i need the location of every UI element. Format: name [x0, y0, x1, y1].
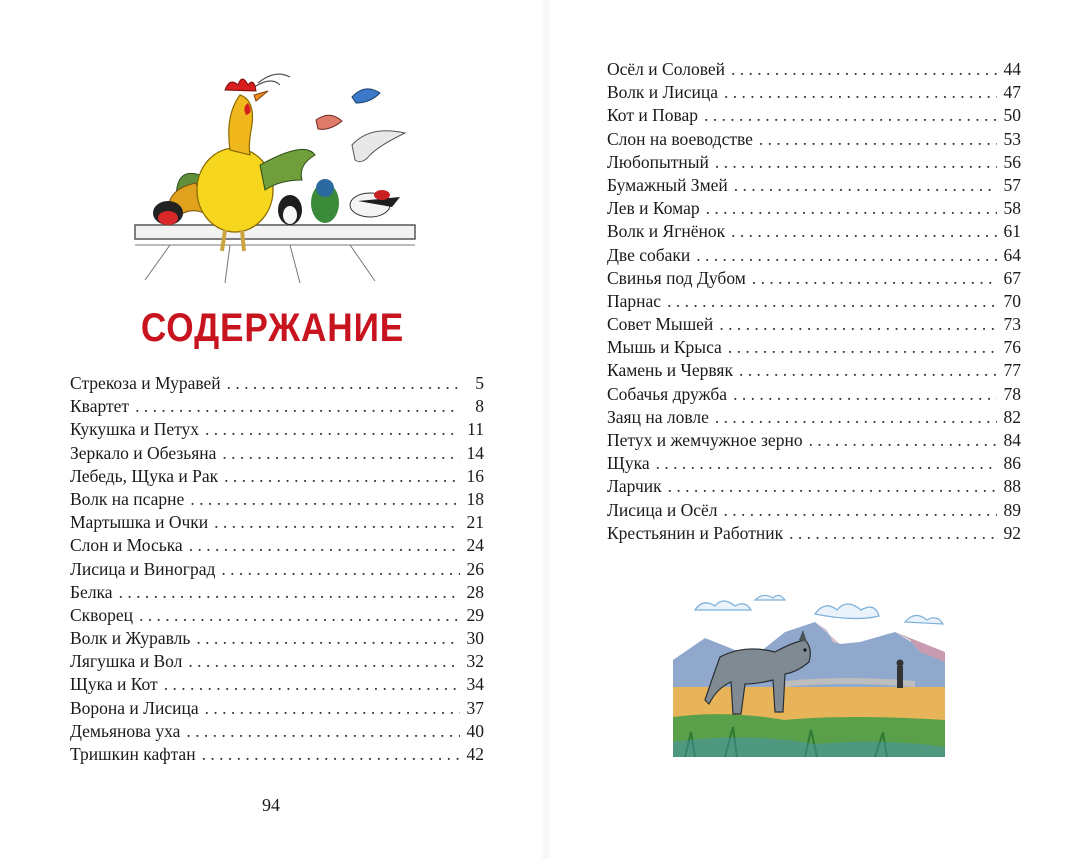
- right-page: [545, 0, 1091, 859]
- dot-leader: [752, 267, 997, 290]
- entry-page-number: 89: [1003, 499, 1021, 520]
- entry-title: Кот и Повар: [607, 105, 699, 126]
- dot-leader: [789, 522, 997, 545]
- entry-title: Тришкин кафтан: [70, 744, 196, 764]
- entry-title: Слон и Моська: [70, 535, 183, 556]
- entry-page-number: 44: [1003, 59, 1021, 79]
- toc-entry[interactable]: [70, 488, 484, 511]
- entry-title: Лев и Комар: [607, 198, 700, 219]
- entry-page-number: 53: [1003, 128, 1021, 149]
- entry-title: Демьянова уха: [70, 720, 181, 741]
- dot-leader: [731, 220, 997, 243]
- entry-title: Лисица и Виноград: [70, 558, 216, 579]
- entry-title: Стрекоза и Муравей: [70, 373, 221, 393]
- dot-leader: [186, 720, 460, 743]
- toc-entry[interactable]: [70, 581, 484, 604]
- dot-leader: [221, 558, 460, 581]
- entry-page-number: 50: [1003, 105, 1021, 126]
- dot-leader: [190, 488, 460, 511]
- entry-page-number: 32: [466, 651, 484, 672]
- dot-leader: [227, 372, 460, 395]
- toc-entry[interactable]: [607, 58, 1021, 81]
- wolf-in-meadow-illustration: [665, 592, 955, 762]
- dot-leader: [715, 406, 997, 429]
- dot-leader: [214, 511, 460, 534]
- toc-entry[interactable]: [607, 359, 1021, 382]
- entry-title: Осёл и Соловей: [607, 59, 725, 79]
- entry-page-number: 30: [466, 628, 484, 649]
- entry-title: Бумажный Змей: [607, 174, 728, 195]
- entry-title: Крестьянин и Работник: [607, 522, 784, 543]
- toc-entry[interactable]: [70, 558, 484, 581]
- entry-page-number: 70: [1003, 290, 1021, 311]
- toc-entry[interactable]: [70, 743, 484, 766]
- toc-entry[interactable]: [70, 442, 484, 465]
- toc-entry[interactable]: [607, 244, 1021, 267]
- dot-leader: [188, 650, 460, 673]
- entry-page-number: 77: [1003, 360, 1021, 381]
- entry-title: Волк и Журавль: [70, 628, 191, 649]
- entry-page-number: 8: [475, 396, 484, 417]
- entry-page-number: 14: [466, 442, 484, 463]
- dot-leader: [196, 627, 460, 650]
- dot-leader: [724, 81, 997, 104]
- dot-leader: [696, 244, 997, 267]
- dot-leader: [724, 499, 997, 522]
- contents-heading: СОДЕРЖАНИЕ: [140, 306, 405, 350]
- entry-title: Мышь и Крыса: [607, 337, 722, 358]
- entry-title: Собачья дружба: [607, 383, 728, 404]
- toc-entry[interactable]: [607, 197, 1021, 220]
- toc-entry[interactable]: [607, 475, 1021, 498]
- entry-page-number: 73: [1003, 314, 1021, 335]
- entry-page-number: 57: [1003, 174, 1021, 195]
- entry-title: Квартет: [70, 396, 130, 417]
- dot-leader: [809, 429, 997, 452]
- dot-leader: [224, 465, 460, 488]
- entry-page-number: 56: [1003, 151, 1021, 172]
- toc-entry[interactable]: [70, 627, 484, 650]
- toc-entry[interactable]: [70, 673, 484, 696]
- entry-page-number: 82: [1003, 406, 1021, 427]
- toc-entry[interactable]: [607, 522, 1021, 545]
- entry-page-number: 86: [1003, 453, 1021, 474]
- entry-page-number: 42: [466, 744, 484, 764]
- entry-page-number: 24: [466, 535, 484, 556]
- dot-leader: [205, 697, 460, 720]
- entry-page-number: 29: [466, 604, 484, 625]
- entry-page-number: 11: [467, 419, 484, 440]
- dot-leader: [734, 174, 997, 197]
- dot-leader: [733, 383, 997, 406]
- entry-page-number: 88: [1003, 476, 1021, 497]
- entry-title: Белка: [70, 581, 113, 602]
- entry-title: Слон на воеводстве: [607, 128, 753, 149]
- dot-leader: [719, 313, 997, 336]
- dot-leader: [668, 475, 997, 498]
- toc-entry[interactable]: [70, 511, 484, 534]
- entry-title: Зеркало и Обезьяна: [70, 442, 217, 463]
- dot-leader: [706, 197, 997, 220]
- entry-page-number: 28: [466, 581, 484, 602]
- entry-page-number: 84: [1003, 430, 1021, 450]
- toc-entry[interactable]: [607, 290, 1021, 313]
- entry-page-number: 76: [1003, 337, 1021, 358]
- dot-leader: [222, 442, 460, 465]
- toc-entry[interactable]: [70, 372, 484, 395]
- entry-title: Щука и Кот: [70, 674, 158, 695]
- toc-entry[interactable]: [70, 720, 484, 743]
- entry-page-number: 37: [466, 697, 484, 718]
- toc-entry[interactable]: [70, 395, 484, 418]
- toc-entry[interactable]: [607, 406, 1021, 429]
- dot-leader: [205, 418, 460, 441]
- dot-leader: [656, 452, 997, 475]
- entry-page-number: 61: [1003, 221, 1021, 242]
- toc-entry[interactable]: [70, 465, 484, 488]
- toc-entry[interactable]: [607, 267, 1021, 290]
- dot-leader: [759, 128, 997, 151]
- entry-title: Петух и жемчужное зерно: [607, 430, 803, 450]
- dot-leader: [119, 581, 460, 604]
- left-page: [0, 0, 545, 859]
- table-of-contents-left: [70, 372, 484, 766]
- toc-entry[interactable]: [607, 452, 1021, 475]
- toc-entry[interactable]: [607, 383, 1021, 406]
- entry-title: Щука: [607, 453, 650, 474]
- entry-page-number: 92: [1003, 522, 1021, 543]
- entry-title: Две собаки: [607, 244, 691, 265]
- entry-title: Ларчик: [607, 476, 662, 497]
- dot-leader: [189, 534, 460, 557]
- toc-entry[interactable]: [607, 104, 1021, 127]
- entry-page-number: 16: [466, 465, 484, 486]
- entry-page-number: 40: [466, 720, 484, 741]
- page-number: 94: [262, 795, 280, 815]
- dot-leader: [739, 359, 997, 382]
- entry-title: Волк на псарне: [70, 488, 185, 509]
- entry-title: Мартышка и Очки: [70, 512, 209, 533]
- dot-leader: [731, 58, 997, 81]
- entry-page-number: 64: [1003, 244, 1021, 265]
- entry-title: Заяц на ловле: [607, 406, 709, 427]
- toc-entry[interactable]: [70, 604, 484, 627]
- entry-title: Лягушка и Вол: [70, 651, 183, 672]
- dot-leader: [164, 673, 460, 696]
- entry-page-number: 78: [1003, 383, 1021, 404]
- dot-leader: [704, 104, 997, 127]
- entry-title: Парнас: [607, 290, 662, 311]
- dot-leader: [667, 290, 997, 313]
- entry-title: Камень и Червяк: [607, 360, 733, 381]
- toc-entry[interactable]: [607, 174, 1021, 197]
- entry-title: Ворона и Лисица: [70, 697, 199, 718]
- entry-title: Скворец: [70, 604, 133, 625]
- entry-title: Свинья под Дубом: [607, 267, 746, 288]
- toc-entry[interactable]: [607, 128, 1021, 151]
- entry-page-number: 21: [466, 512, 484, 533]
- toc-entry[interactable]: [70, 650, 484, 673]
- entry-page-number: 34: [466, 674, 484, 695]
- dot-leader: [715, 151, 997, 174]
- toc-entry[interactable]: [607, 81, 1021, 104]
- toc-entry[interactable]: [607, 336, 1021, 359]
- toc-entry[interactable]: [70, 534, 484, 557]
- toc-entry[interactable]: [607, 499, 1021, 522]
- dot-leader: [139, 604, 460, 627]
- entry-title: Лебедь, Щука и Рак: [70, 465, 219, 486]
- entry-page-number: 58: [1003, 198, 1021, 219]
- toc-entry[interactable]: [70, 418, 484, 441]
- entry-title: Волк и Лисица: [607, 82, 719, 103]
- table-of-contents-right: [607, 58, 1021, 545]
- toc-entry[interactable]: [607, 151, 1021, 174]
- dot-leader: [202, 743, 460, 766]
- entry-page-number: 67: [1003, 267, 1021, 288]
- toc-entry[interactable]: [607, 429, 1021, 452]
- dot-leader: [728, 336, 997, 359]
- entry-page-number: 18: [466, 488, 484, 509]
- entry-title: Любопытный: [607, 151, 709, 172]
- entry-title: Кукушка и Петух: [70, 419, 200, 440]
- rooster-and-birds-illustration: [130, 55, 420, 287]
- entry-title: Волк и Ягнёнок: [607, 221, 726, 242]
- dot-leader: [135, 395, 460, 418]
- entry-title: Лисица и Осёл: [607, 499, 718, 520]
- entry-page-number: 26: [466, 558, 484, 579]
- toc-entry[interactable]: [70, 697, 484, 720]
- toc-entry[interactable]: [607, 220, 1021, 243]
- entry-page-number: 5: [475, 373, 484, 393]
- entry-page-number: 47: [1003, 82, 1021, 103]
- toc-entry[interactable]: [607, 313, 1021, 336]
- entry-title: Совет Мышей: [607, 314, 714, 335]
